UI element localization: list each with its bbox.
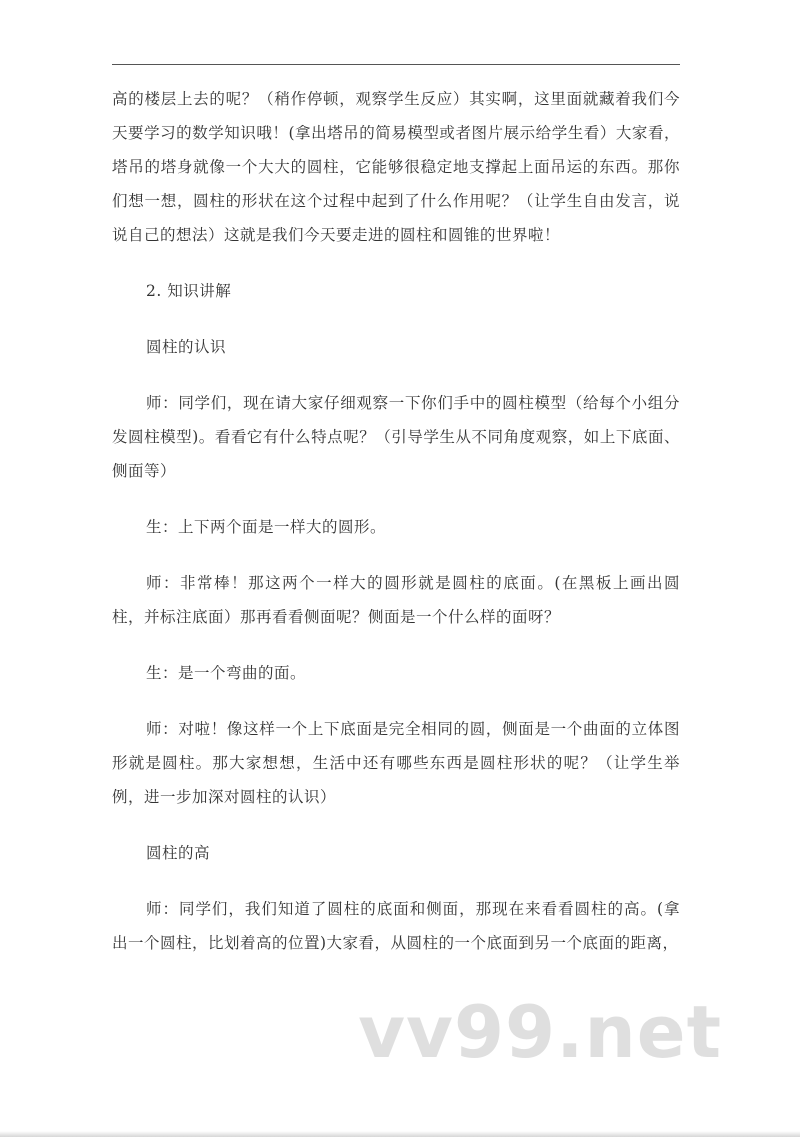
paragraph-student-curved-face: 生：是一个弯曲的面。 bbox=[146, 664, 307, 682]
paragraph-teacher-cylinder-definition: 师：对啦！像这样一个上下底面是完全相同的圆，侧面是一个曲面的立体图形就是圆柱。那大家想想，生活中还有哪些东西是圆柱形状的呢？（让学生举例，进一步加深对圆柱的认识） bbox=[112, 720, 680, 806]
watermark: vv99.net bbox=[358, 990, 722, 1074]
header-rule bbox=[112, 64, 680, 65]
paragraph-teacher-base-face: 师：非常棒！那这两个一样大的圆形就是圆柱的底面。(在黑板上画出圆柱，并标注底面）那再看看侧面呢？侧面是一个什么样的面呀？ bbox=[112, 574, 680, 626]
subheading-cylinder-height: 圆柱的高 bbox=[146, 844, 211, 862]
paragraph-tower-crane-intro: 高的楼层上去的呢？（稍作停顿，观察学生反应）其实啊，这里面就藏着我们今天要学习的数学知识哦！(拿出塔吊的简易模型或者图片展示给学生看）大家看，塔吊的塔身就像一个大大的圆柱，它能够很稳定地支撑起上面吊运的东西。那你们想一想，圆柱的形状在这个过程中起到了什么作用呢？（让学生自由发言，说说自己的想法）这就是我们今天要走进的圆柱和圆锥的世界啦！ bbox=[112, 90, 680, 244]
paragraph-student-circles: 生：上下两个面是一样大的圆形。 bbox=[146, 518, 387, 536]
page-bottom-edge bbox=[0, 1131, 800, 1137]
document-body bbox=[112, 82, 680, 960]
paragraph-teacher-height: 师：同学们，我们知道了圆柱的底面和侧面，那现在来看看圆柱的高。(拿出一个圆柱，比划着高的位置)大家看，从圆柱的一个底面到另一个底面的距离， bbox=[112, 900, 680, 952]
section-heading-knowledge: 2. 知识讲解 bbox=[146, 282, 232, 300]
subheading-cylinder-recognition: 圆柱的认识 bbox=[146, 338, 227, 356]
paragraph-teacher-observe-model: 师：同学们，现在请大家仔细观察一下你们手中的圆柱模型（给每个小组分发圆柱模型)。看看它有什么特点呢？（引导学生从不同角度观察，如上下底面、侧面等） bbox=[112, 394, 680, 480]
